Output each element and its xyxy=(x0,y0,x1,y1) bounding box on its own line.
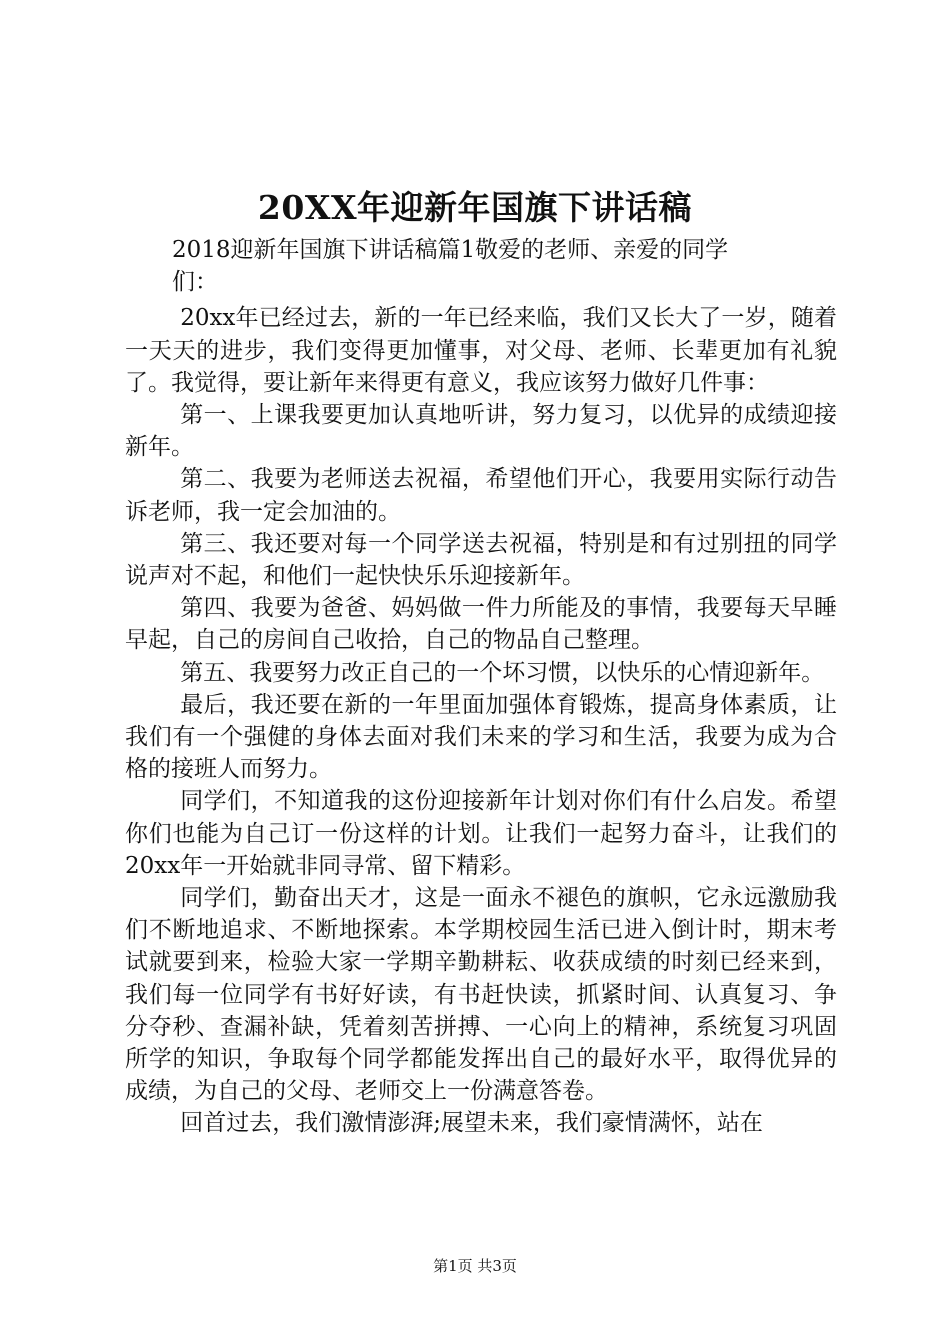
body-paragraph: 第三、我还要对每一个同学送去祝福，特别是和有过别扭的同学说声对不起，和他们一起快快乐乐迎接新年。 xyxy=(125,530,837,590)
document-body xyxy=(125,234,837,1140)
intro-paragraph: 2018迎新年国旗下讲话稿篇1敬爱的老师、亲爱的同学们： xyxy=(172,237,729,296)
body-paragraph: 同学们，不知道我的这份迎接新年计划对你们有什么启发。希望你们也能为自己订一份这样的计划。让我们一起努力奋斗，让我们的20xx年一开始就非同寻常、留下精彩。 xyxy=(125,788,837,879)
body-paragraph: 第四、我要为爸爸、妈妈做一件力所能及的事情，我要每天早睡早起，自己的房间自己收拾，自己的物品自己整理。 xyxy=(125,595,837,654)
page-footer: 第1页 共3页 xyxy=(433,1257,517,1275)
body-paragraph: 第二、我要为老师送去祝福，希望他们开心，我要用实际行动告诉老师，我一定会加油的。 xyxy=(125,466,837,525)
body-paragraph: 同学们，勤奋出天才，这是一面永不褪色的旗帜，它永远激励我们不断地追求、不断地探索。本学期校园生活已进入倒计时，期末考试就要到来，检验大家一学期辛勤耕耘、收获成绩的时刻已经来到，我们每一位同学有书好好读，有书赶快读，抓紧时间、认真复习、争分夺秒、查漏补缺，凭着刻苦拼搏、一心向上的精神，系统复习巩固所学的知识，争取每个同学都能发挥出自己的最好水平，取得优异的成绩，为自己的父母、老师交上一份满意答卷。 xyxy=(125,885,837,1105)
body-paragraph: 第五、我要努力改正自己的一个坏习惯，以快乐的心情迎新年。 xyxy=(180,659,825,686)
body-paragraph: 20xx年已经过去，新的一年已经来临，我们又长大了一岁，随着一天天的进步，我们变得更加懂事，对父母、老师、长辈更加有礼貌了。我觉得，要让新年来得更有意义，我应该努力做好几件事： xyxy=(125,305,837,396)
document-title: 20XX年迎新年国旗下讲话稿 xyxy=(257,188,693,227)
body-paragraph: 第一、上课我要更加认真地听讲，努力复习，以优异的成绩迎接新年。 xyxy=(125,402,837,461)
body-paragraph: 最后，我还要在新的一年里面加强体育锻炼，提高身体素质，让我们有一个强健的身体去面对我们未来的学习和生活，我要为成为合格的接班人而努力。 xyxy=(125,691,837,783)
body-paragraph: 回首过去，我们激情澎湃;展望未来，我们豪情满怀，站在 xyxy=(180,1110,763,1137)
